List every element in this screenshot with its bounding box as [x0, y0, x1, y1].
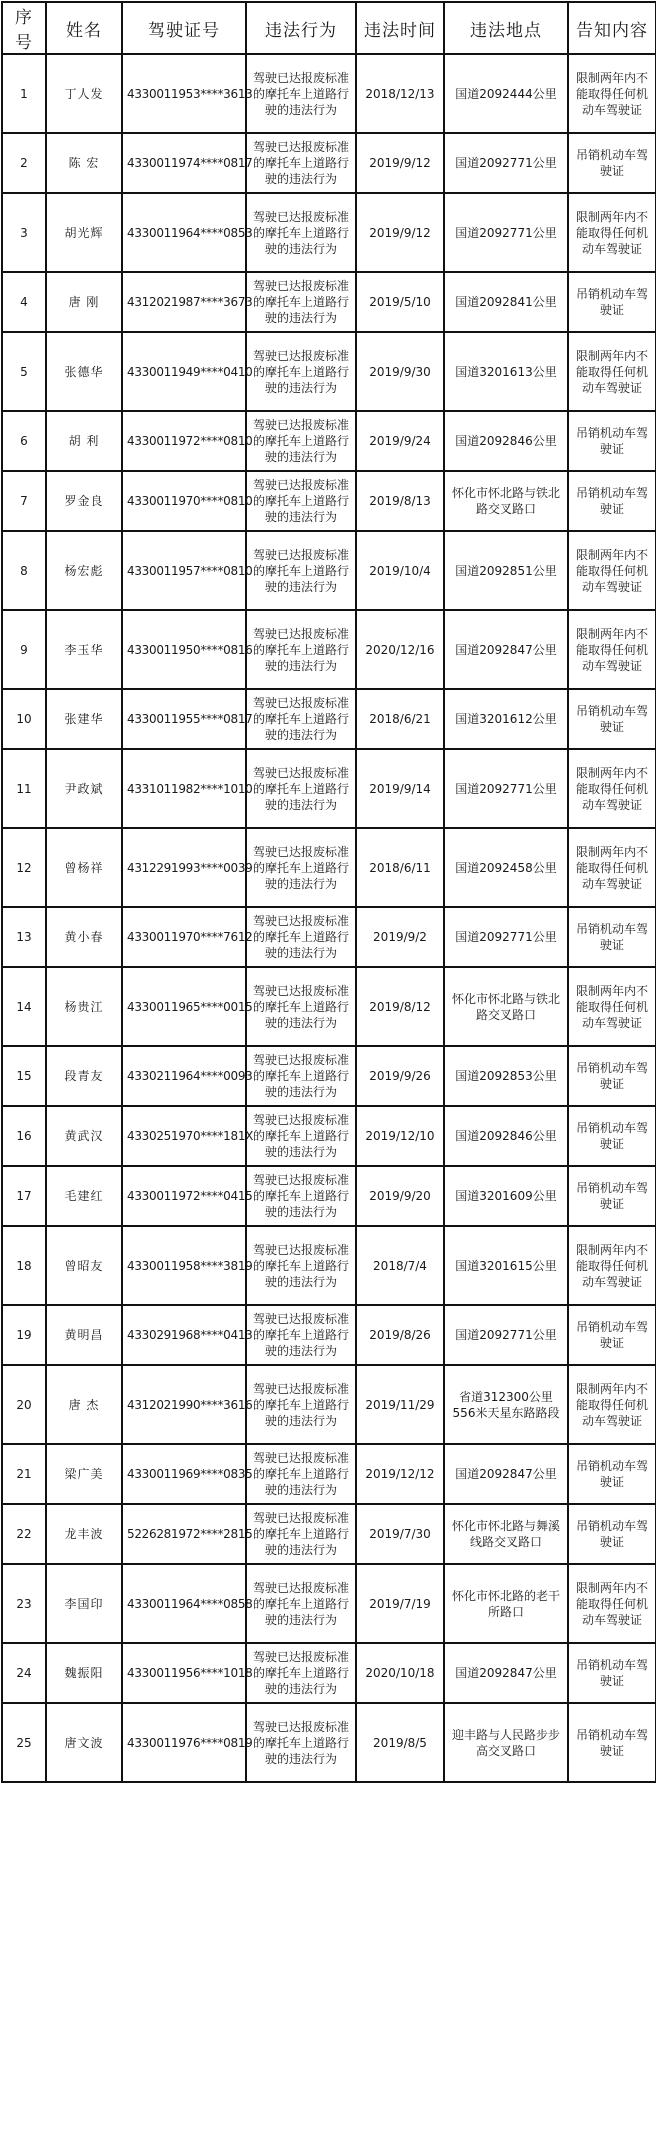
license-number-cell: 5226281972****2815 — [122, 1504, 246, 1564]
table-row — [2, 689, 656, 749]
serial-number-cell: 18 — [2, 1226, 46, 1305]
license-number-cell: 4330291968****0413 — [122, 1305, 246, 1365]
violation-place-cell: 国道2092444公里 — [444, 54, 568, 133]
license-number-cell: 4330011969****0835 — [122, 1444, 246, 1504]
serial-number-cell: 5 — [2, 332, 46, 411]
license-number-cell: 4330011965****0015 — [122, 967, 246, 1046]
table-row — [2, 531, 656, 610]
name-cell: 胡光辉 — [46, 193, 122, 272]
violation-place-cell: 国道2092458公里 — [444, 828, 568, 907]
serial-number-cell: 11 — [2, 749, 46, 828]
violation-place-cell: 国道3201612公里 — [444, 689, 568, 749]
violation-date-cell: 2020/12/16 — [356, 610, 444, 689]
license-number-cell: 4330011974****0817 — [122, 133, 246, 193]
serial-number-cell: 22 — [2, 1504, 46, 1564]
serial-number-cell: 21 — [2, 1444, 46, 1504]
header-violation-place: 违法地点 — [444, 2, 568, 54]
violation-date-cell: 2019/9/30 — [356, 332, 444, 411]
name-cell: 李玉华 — [46, 610, 122, 689]
violation-date-cell: 2019/9/2 — [356, 907, 444, 967]
header-serial-number: 序号 — [2, 2, 46, 54]
license-number-cell: 4330011950****0816 — [122, 610, 246, 689]
violation-date-cell: 2019/11/29 — [356, 1365, 444, 1444]
license-number-cell: 4330011964****0858 — [122, 1564, 246, 1643]
name-cell: 黄武汉 — [46, 1106, 122, 1166]
license-number-cell: 4330011955****0817 — [122, 689, 246, 749]
violation-date-cell: 2019/10/4 — [356, 531, 444, 610]
violation-act-cell: 驾驶已达报废标准的摩托车上道路行驶的违法行为 — [246, 1444, 356, 1504]
notice-content-cell: 限制两年内不能取得任何机动车驾驶证 — [568, 531, 656, 610]
table-row — [2, 1643, 656, 1703]
serial-number-cell: 17 — [2, 1166, 46, 1226]
serial-number-cell: 1 — [2, 54, 46, 133]
violation-place-cell: 怀化市怀北路的老干所路口 — [444, 1564, 568, 1643]
license-number-cell: 4330011972****0415 — [122, 1166, 246, 1226]
table-row — [2, 272, 656, 332]
name-cell: 黄明昌 — [46, 1305, 122, 1365]
violation-act-cell: 驾驶已达报废标准的摩托车上道路行驶的违法行为 — [246, 272, 356, 332]
license-number-cell: 4330011976****0819 — [122, 1703, 246, 1782]
name-cell: 唐 杰 — [46, 1365, 122, 1444]
table-row — [2, 471, 656, 531]
name-cell: 丁人发 — [46, 54, 122, 133]
violation-act-cell: 驾驶已达报废标准的摩托车上道路行驶的违法行为 — [246, 411, 356, 471]
violation-place-cell: 国道2092841公里 — [444, 272, 568, 332]
name-cell: 张德华 — [46, 332, 122, 411]
serial-number-cell: 8 — [2, 531, 46, 610]
violation-place-cell: 国道3201615公里 — [444, 1226, 568, 1305]
name-cell: 曾杨祥 — [46, 828, 122, 907]
violation-place-cell: 国道2092847公里 — [444, 610, 568, 689]
serial-number-cell: 7 — [2, 471, 46, 531]
notice-content-cell: 限制两年内不能取得任何机动车驾驶证 — [568, 1564, 656, 1643]
violation-act-cell: 驾驶已达报废标准的摩托车上道路行驶的违法行为 — [246, 54, 356, 133]
violation-date-cell: 2019/5/10 — [356, 272, 444, 332]
license-number-cell: 4312291993****0039 — [122, 828, 246, 907]
violation-act-cell: 驾驶已达报废标准的摩托车上道路行驶的违法行为 — [246, 531, 356, 610]
license-number-cell: 4330011970****0810 — [122, 471, 246, 531]
header-notice-content: 告知内容 — [568, 2, 656, 54]
violation-act-cell: 驾驶已达报废标准的摩托车上道路行驶的违法行为 — [246, 1365, 356, 1444]
table-row — [2, 749, 656, 828]
name-cell: 魏振阳 — [46, 1643, 122, 1703]
notice-content-cell: 吊销机动车驾驶证 — [568, 1504, 656, 1564]
table-row — [2, 1226, 656, 1305]
name-cell: 黄小春 — [46, 907, 122, 967]
notice-content-cell: 吊销机动车驾驶证 — [568, 411, 656, 471]
table-row — [2, 332, 656, 411]
violation-place-cell: 国道2092771公里 — [444, 907, 568, 967]
violation-place-cell: 国道2092771公里 — [444, 193, 568, 272]
license-number-cell: 4330251970****181X — [122, 1106, 246, 1166]
name-cell: 曾昭友 — [46, 1226, 122, 1305]
notice-content-cell: 吊销机动车驾驶证 — [568, 1444, 656, 1504]
serial-number-cell: 4 — [2, 272, 46, 332]
license-number-cell: 4330011953****3613 — [122, 54, 246, 133]
violation-place-cell: 省道312300公里556米天星东路路段 — [444, 1365, 568, 1444]
name-cell: 龙丰波 — [46, 1504, 122, 1564]
violation-place-cell: 国道2092851公里 — [444, 531, 568, 610]
violation-act-cell: 驾驶已达报废标准的摩托车上道路行驶的违法行为 — [246, 689, 356, 749]
notice-content-cell: 限制两年内不能取得任何机动车驾驶证 — [568, 1365, 656, 1444]
violation-date-cell: 2019/12/12 — [356, 1444, 444, 1504]
violation-place-cell: 国道2092771公里 — [444, 749, 568, 828]
notice-content-cell: 吊销机动车驾驶证 — [568, 907, 656, 967]
table-row — [2, 907, 656, 967]
license-number-cell: 4330011972****0810 — [122, 411, 246, 471]
license-number-cell: 4331011982****1010 — [122, 749, 246, 828]
violation-date-cell: 2019/8/13 — [356, 471, 444, 531]
violation-date-cell: 2019/9/24 — [356, 411, 444, 471]
violation-date-cell: 2018/6/21 — [356, 689, 444, 749]
license-number-cell: 4312021987****3673 — [122, 272, 246, 332]
violation-date-cell: 2018/12/13 — [356, 54, 444, 133]
notice-content-cell: 限制两年内不能取得任何机动车驾驶证 — [568, 828, 656, 907]
violation-date-cell: 2019/9/12 — [356, 193, 444, 272]
table-header-row — [2, 2, 656, 54]
table-row — [2, 610, 656, 689]
violation-date-cell: 2018/6/11 — [356, 828, 444, 907]
violation-date-cell: 2019/7/30 — [356, 1504, 444, 1564]
name-cell: 杨贵江 — [46, 967, 122, 1046]
table-row — [2, 411, 656, 471]
name-cell: 唐文波 — [46, 1703, 122, 1782]
violation-act-cell: 驾驶已达报废标准的摩托车上道路行驶的违法行为 — [246, 1226, 356, 1305]
violation-place-cell: 国道3201609公里 — [444, 1166, 568, 1226]
violation-place-cell: 怀化市怀北路与铁北路交叉路口 — [444, 967, 568, 1046]
violation-date-cell: 2018/7/4 — [356, 1226, 444, 1305]
license-number-cell: 4330011964****0853 — [122, 193, 246, 272]
violation-act-cell: 驾驶已达报废标准的摩托车上道路行驶的违法行为 — [246, 749, 356, 828]
document-page — [0, 1, 656, 2144]
violation-place-cell: 国道2092846公里 — [444, 411, 568, 471]
notice-content-cell: 吊销机动车驾驶证 — [568, 1046, 656, 1106]
name-cell: 杨宏彪 — [46, 531, 122, 610]
table-row — [2, 54, 656, 133]
notice-content-cell: 吊销机动车驾驶证 — [568, 689, 656, 749]
violation-roster-table — [1, 1, 656, 1783]
violation-act-cell: 驾驶已达报废标准的摩托车上道路行驶的违法行为 — [246, 610, 356, 689]
serial-number-cell: 24 — [2, 1643, 46, 1703]
violation-act-cell: 驾驶已达报废标准的摩托车上道路行驶的违法行为 — [246, 471, 356, 531]
violation-act-cell: 驾驶已达报废标准的摩托车上道路行驶的违法行为 — [246, 133, 356, 193]
table-row — [2, 1703, 656, 1782]
violation-place-cell: 怀化市怀北路与铁北路交叉路口 — [444, 471, 568, 531]
violation-date-cell: 2019/8/12 — [356, 967, 444, 1046]
serial-number-cell: 2 — [2, 133, 46, 193]
notice-content-cell: 限制两年内不能取得任何机动车驾驶证 — [568, 193, 656, 272]
violation-date-cell: 2019/8/5 — [356, 1703, 444, 1782]
serial-number-cell: 13 — [2, 907, 46, 967]
name-cell: 张建华 — [46, 689, 122, 749]
serial-number-cell: 3 — [2, 193, 46, 272]
header-license-number: 驾驶证号 — [122, 2, 246, 54]
notice-content-cell: 吊销机动车驾驶证 — [568, 1166, 656, 1226]
violation-place-cell: 国道2092853公里 — [444, 1046, 568, 1106]
name-cell: 陈 宏 — [46, 133, 122, 193]
name-cell: 李国印 — [46, 1564, 122, 1643]
violation-act-cell: 驾驶已达报废标准的摩托车上道路行驶的违法行为 — [246, 1643, 356, 1703]
violation-act-cell: 驾驶已达报废标准的摩托车上道路行驶的违法行为 — [246, 193, 356, 272]
table-row — [2, 1046, 656, 1106]
violation-place-cell: 国道2092847公里 — [444, 1643, 568, 1703]
notice-content-cell: 限制两年内不能取得任何机动车驾驶证 — [568, 610, 656, 689]
table-row — [2, 1444, 656, 1504]
violation-place-cell: 怀化市怀北路与舞溪线路交叉路口 — [444, 1504, 568, 1564]
violation-place-cell: 国道2092771公里 — [444, 133, 568, 193]
name-cell: 胡 利 — [46, 411, 122, 471]
notice-content-cell: 限制两年内不能取得任何机动车驾驶证 — [568, 749, 656, 828]
violation-date-cell: 2019/7/19 — [356, 1564, 444, 1643]
serial-number-cell: 19 — [2, 1305, 46, 1365]
header-violation-date: 违法时间 — [356, 2, 444, 54]
table-row — [2, 1166, 656, 1226]
serial-number-cell: 10 — [2, 689, 46, 749]
violation-act-cell: 驾驶已达报废标准的摩托车上道路行驶的违法行为 — [246, 1106, 356, 1166]
violation-date-cell: 2019/9/20 — [356, 1166, 444, 1226]
violation-place-cell: 国道2092847公里 — [444, 1444, 568, 1504]
serial-number-cell: 20 — [2, 1365, 46, 1444]
name-cell: 罗金良 — [46, 471, 122, 531]
serial-number-cell: 15 — [2, 1046, 46, 1106]
license-number-cell: 4330211964****0093 — [122, 1046, 246, 1106]
table-row — [2, 1365, 656, 1444]
name-cell: 尹政斌 — [46, 749, 122, 828]
notice-content-cell: 限制两年内不能取得任何机动车驾驶证 — [568, 1226, 656, 1305]
notice-content-cell: 限制两年内不能取得任何机动车驾驶证 — [568, 967, 656, 1046]
serial-number-cell: 14 — [2, 967, 46, 1046]
violation-place-cell: 国道3201613公里 — [444, 332, 568, 411]
violation-place-cell: 国道2092771公里 — [444, 1305, 568, 1365]
license-number-cell: 4330011957****0810 — [122, 531, 246, 610]
table-row — [2, 828, 656, 907]
violation-date-cell: 2020/10/18 — [356, 1643, 444, 1703]
name-cell: 段青友 — [46, 1046, 122, 1106]
violation-act-cell: 驾驶已达报废标准的摩托车上道路行驶的违法行为 — [246, 967, 356, 1046]
table-row — [2, 1504, 656, 1564]
notice-content-cell: 吊销机动车驾驶证 — [568, 471, 656, 531]
notice-content-cell: 吊销机动车驾驶证 — [568, 1643, 656, 1703]
name-cell: 唐 刚 — [46, 272, 122, 332]
notice-content-cell: 吊销机动车驾驶证 — [568, 1106, 656, 1166]
violation-act-cell: 驾驶已达报废标准的摩托车上道路行驶的违法行为 — [246, 1166, 356, 1226]
violation-act-cell: 驾驶已达报废标准的摩托车上道路行驶的违法行为 — [246, 1504, 356, 1564]
name-cell: 毛建红 — [46, 1166, 122, 1226]
notice-content-cell: 吊销机动车驾驶证 — [568, 133, 656, 193]
violation-date-cell: 2019/9/14 — [356, 749, 444, 828]
violation-date-cell: 2019/12/10 — [356, 1106, 444, 1166]
violation-act-cell: 驾驶已达报废标准的摩托车上道路行驶的违法行为 — [246, 828, 356, 907]
license-number-cell: 4330011949****0410 — [122, 332, 246, 411]
table-body — [2, 54, 656, 1782]
violation-act-cell: 驾驶已达报废标准的摩托车上道路行驶的违法行为 — [246, 1305, 356, 1365]
table-row — [2, 967, 656, 1046]
table-row — [2, 1305, 656, 1365]
violation-act-cell: 驾驶已达报废标准的摩托车上道路行驶的违法行为 — [246, 1564, 356, 1643]
header-name: 姓名 — [46, 2, 122, 54]
violation-place-cell: 迎丰路与人民路步步高交叉路口 — [444, 1703, 568, 1782]
notice-content-cell: 吊销机动车驾驶证 — [568, 1703, 656, 1782]
license-number-cell: 4330011956****1018 — [122, 1643, 246, 1703]
license-number-cell: 4330011958****3819 — [122, 1226, 246, 1305]
notice-content-cell: 限制两年内不能取得任何机动车驾驶证 — [568, 332, 656, 411]
violation-act-cell: 驾驶已达报废标准的摩托车上道路行驶的违法行为 — [246, 332, 356, 411]
serial-number-cell: 23 — [2, 1564, 46, 1643]
table-row — [2, 133, 656, 193]
serial-number-cell: 25 — [2, 1703, 46, 1782]
violation-date-cell: 2019/9/26 — [356, 1046, 444, 1106]
notice-content-cell: 吊销机动车驾驶证 — [568, 272, 656, 332]
serial-number-cell: 6 — [2, 411, 46, 471]
violation-act-cell: 驾驶已达报废标准的摩托车上道路行驶的违法行为 — [246, 1703, 356, 1782]
serial-number-cell: 12 — [2, 828, 46, 907]
serial-number-cell: 9 — [2, 610, 46, 689]
table-row — [2, 1106, 656, 1166]
table-row — [2, 1564, 656, 1643]
header-violation-act: 违法行为 — [246, 2, 356, 54]
violation-act-cell: 驾驶已达报废标准的摩托车上道路行驶的违法行为 — [246, 907, 356, 967]
violation-act-cell: 驾驶已达报废标准的摩托车上道路行驶的违法行为 — [246, 1046, 356, 1106]
violation-date-cell: 2019/8/26 — [356, 1305, 444, 1365]
serial-number-cell: 16 — [2, 1106, 46, 1166]
violation-date-cell: 2019/9/12 — [356, 133, 444, 193]
notice-content-cell: 限制两年内不能取得任何机动车驾驶证 — [568, 54, 656, 133]
name-cell: 梁广美 — [46, 1444, 122, 1504]
license-number-cell: 4312021990****3616 — [122, 1365, 246, 1444]
notice-content-cell: 吊销机动车驾驶证 — [568, 1305, 656, 1365]
table-row — [2, 193, 656, 272]
violation-place-cell: 国道2092846公里 — [444, 1106, 568, 1166]
license-number-cell: 4330011970****7612 — [122, 907, 246, 967]
